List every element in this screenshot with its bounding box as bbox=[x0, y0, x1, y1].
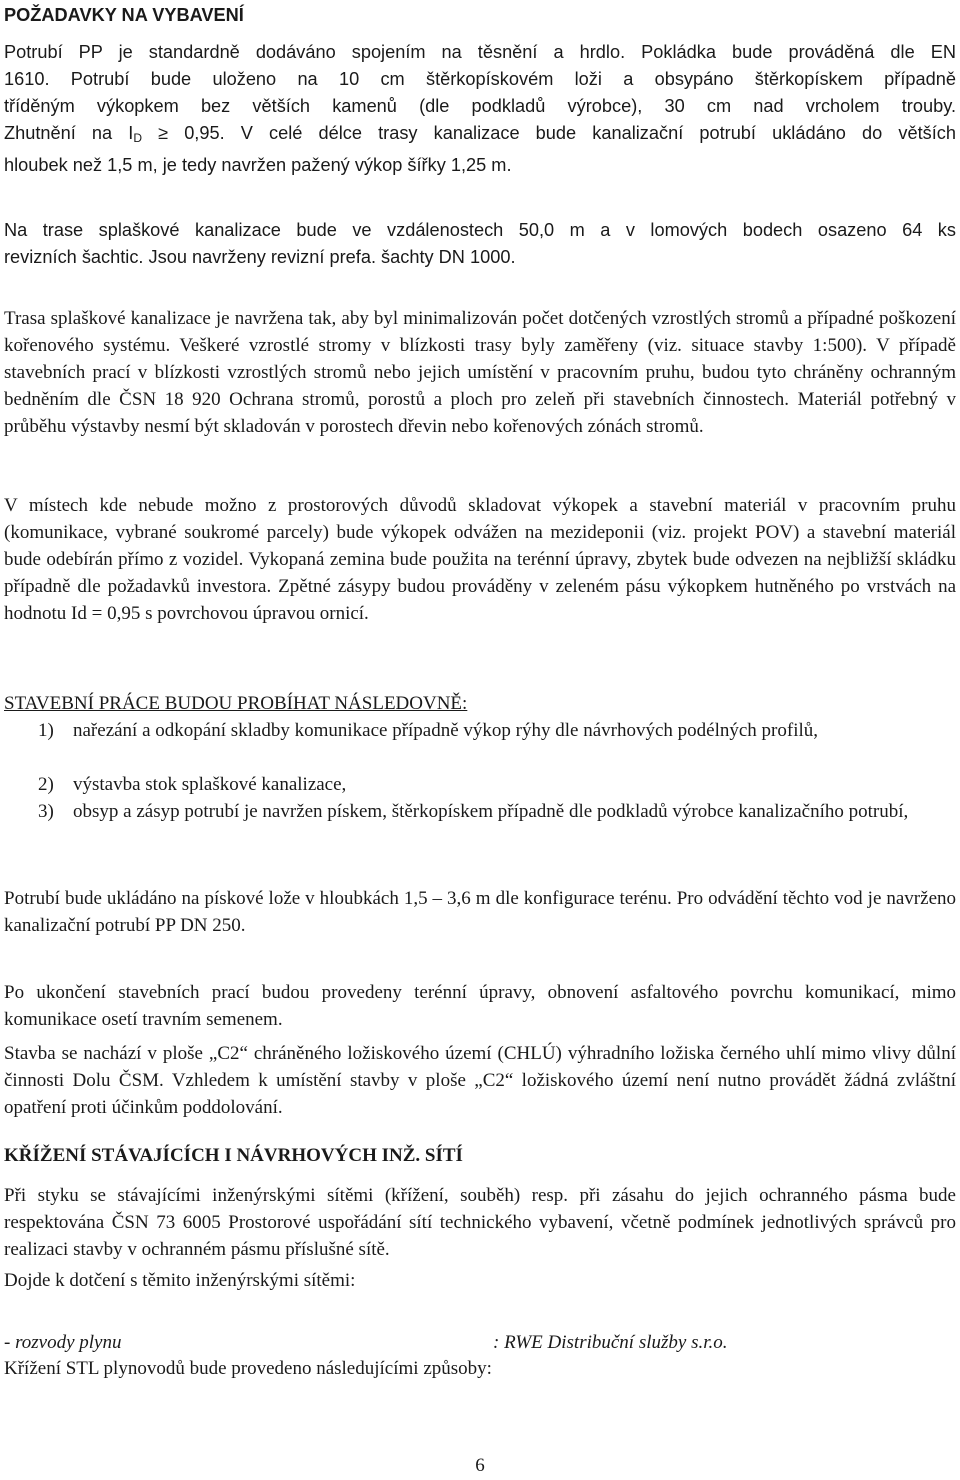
list-item-text: obsyp a zásyp potrubí je navržen pískem, štěrkopískem případně dle podkladů výrobce kanalizačního potrubí, bbox=[73, 801, 909, 822]
paragraph-line bbox=[4, 120, 956, 152]
list-item-number: 1) bbox=[38, 720, 54, 741]
paragraph-line: revizních šachtic. Jsou navrženy revizní prefa. šachty DN 1000. bbox=[4, 247, 516, 267]
list-item bbox=[38, 771, 956, 798]
list-item-text: výstavba stok splaškové kanalizace, bbox=[73, 774, 347, 795]
page-number: 6 bbox=[475, 1455, 485, 1476]
gas-network-label: - rozvody plynu bbox=[4, 1332, 122, 1353]
gas-network-row bbox=[4, 1329, 956, 1356]
paragraph-pipe-laying bbox=[4, 39, 956, 179]
paragraph-line: hloubek než 1,5 m, je tedy navržen pažený výkop šířky 1,25 m. bbox=[4, 155, 512, 175]
paragraph-gas-crossing: Křížení STL plynovodů bude provedeno následujícími způsoby: bbox=[4, 1358, 492, 1379]
heading-equipment: POŽADAVKY NA VYBAVENÍ bbox=[4, 5, 244, 25]
list-item bbox=[38, 717, 956, 771]
paragraph-deposit-area: Stavba se nachází v ploše „C2“ chráněného ložiskového území (CHLÚ) výhradního ložiska černého uhlí mimo vlivy důlní činnosti Dolu ČSM. Vzhledem k umístění stavby v ploše „C2“ ložiskového území není nutno provádět žádná zvláštní opatření proti účinkům poddolování. bbox=[4, 1043, 956, 1118]
paragraph-trees: Trasa splaškové kanalizace je navržena tak, aby byl minimalizován počet dotčených vzrostlých stromů a případné poškození kořenového systému. Veškeré vzrostlé stromy v blízkosti trasy byly zaměřeny (viz. situace stavby 1:500). V případě stavebních prací v blízkosti vzrostlých stromů nebo jejich umístění v pracovním pruhu, budou tyto chráněny ochranným bedněním dle ČSN 18 920 Ochrana stromů, porostů a ploch pro zeleň při stavebních činnostech. Materiál potřebný v průběhu výstavby nesmí být skladován v porostech dřevin nebo kořenových zónách stromů. bbox=[4, 308, 956, 437]
paragraph-line: Na trase splaškové kanalizace bude ve vzdálenostech 50,0 m a v lomových bodech osazeno 64 ks bbox=[4, 220, 956, 240]
paragraph-line-rest: V celé délce trasy kanalizace bude kanalizační potrubí ukládáno do větších bbox=[224, 123, 956, 143]
compaction-value: ≥ 0,95. bbox=[141, 123, 225, 143]
paragraph-manholes bbox=[4, 217, 956, 271]
list-item-number: 2) bbox=[38, 774, 54, 795]
paragraph-networks: Při styku se stávajícími inženýrskými sítěmi (křížení, souběh) resp. při zásahu do jejich ochranného pásma bude respektována ČSN 73 6005 Prostorové uspořádání sítí technického vybavení, včetně podmínek jednotlivých správců pro realizaci stavby v ochranném pásmu příslušné sítě. bbox=[4, 1185, 956, 1260]
compaction-label: Zhutnění na I bbox=[4, 123, 134, 143]
paragraph-affected-networks: Dojde k dotčení s těmito inženýrskými sítěmi: bbox=[4, 1270, 356, 1291]
heading-crossing: KŘÍŽENÍ STÁVAJÍCÍCH I NÁVRHOVÝCH INŽ. SÍTÍ bbox=[4, 1145, 463, 1166]
paragraph-terrain: Po ukončení stavebních prací budou provedeny terénní úpravy, obnovení asfaltového povrchu komunikací, mimo komunikace osetí travním semenem. bbox=[4, 982, 956, 1030]
paragraph-pipe-depth: Potrubí bude ukládáno na pískové lože v hloubkách 1,5 – 3,6 m dle konfigurace terénu. Pro odvádění těchto vod je navrženo kanalizační potrubí PP DN 250. bbox=[4, 888, 956, 936]
list-item-text: nařezání a odkopání skladby komunikace případně výkop rýhy dle návrhových podélných profilů, bbox=[73, 720, 819, 741]
list-item bbox=[38, 798, 956, 852]
paragraph-excavation: V místech kde nebude možno z prostorových důvodů skladovat výkopek a stavební materiál v pracovním pruhu (komunikace, vybrané soukromé parcely) bude výkopek odvážen na mezideponii (viz. projekt POV) a stavební materiál bude odebírán přímo z vozidel. Vykopaná zemina bude použita na terénní úpravy, zbytek bude odvezen na nejbližší skládku případně dle požadavků investora. Zpětné zásypy budou prováděny v zeleném pásu výkopkem hutněného po vrstvách na hodnotu Id = 0,95 s povrchovou úpravou ornicí. bbox=[4, 495, 956, 624]
compaction-subscript: D bbox=[133, 131, 142, 145]
gas-network-provider: : RWE Distribuční služby s.r.o. bbox=[493, 1332, 728, 1353]
heading-works: STAVEBNÍ PRÁCE BUDOU PROBÍHAT NÁSLEDOVNĚ: bbox=[4, 693, 468, 714]
paragraph-line: Potrubí PP je standardně dodáváno spojením na těsnění a hrdlo. Pokládka bude prováděná dle EN bbox=[4, 42, 956, 62]
list-item-number: 3) bbox=[38, 801, 54, 822]
paragraph-line: 1610. Potrubí bude uloženo na 10 cm štěrkopískovém loži a obsypáno štěrkopískem případně bbox=[4, 69, 956, 89]
paragraph-line: tříděným výkopkem bez větších kamenů (dle podkladů výrobce), 30 cm nad vrcholem trouby. bbox=[4, 96, 956, 116]
